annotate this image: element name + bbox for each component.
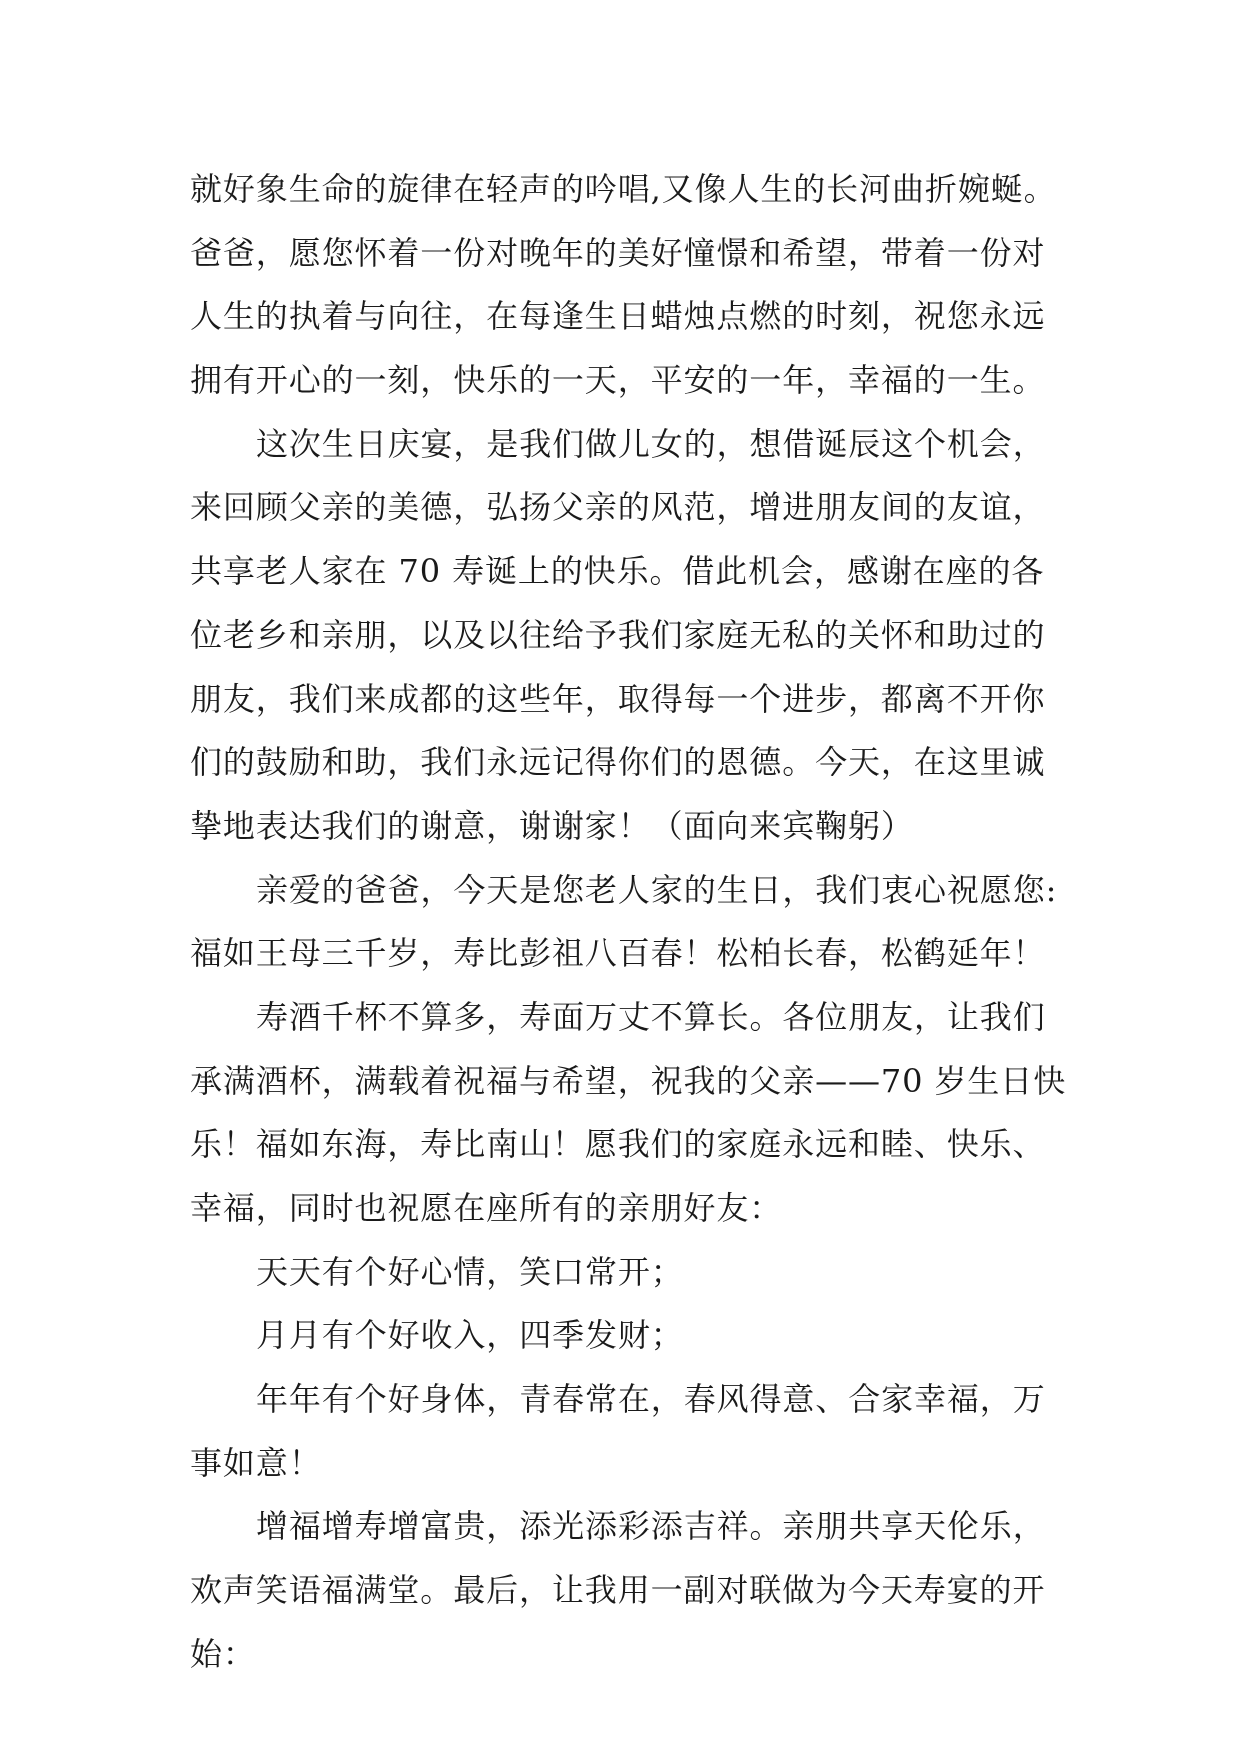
text-line: 们的鼓励和助，我们永远记得你们的恩德。今天，在这里诚 (190, 743, 1046, 782)
text-line: 来回顾父亲的美德，弘扬父亲的风范，增进朋友间的友谊， (190, 488, 1046, 527)
text-line: 事如意！ (190, 1443, 322, 1482)
text-line: 人生的执着与向往，在每逢生日蜡烛点燃的时刻，祝您永远 (190, 297, 1046, 336)
paragraph-first-line: 寿酒千杯不算多，寿面万丈不算长。各位朋友，让我们 (256, 997, 1046, 1036)
text-line: 福如王母三千岁，寿比彭祖八百春！松柏长春，松鹤延年！ (190, 934, 1046, 973)
text-line: 朋友，我们来成都的这些年，取得每一个进步，都离不开你 (190, 679, 1046, 718)
text-line: 爸爸，愿您怀着一份对晚年的美好憧憬和希望，带着一份对 (190, 233, 1046, 272)
document-body (190, 158, 1090, 1687)
text-line: 幸福，同时也祝愿在座所有的亲朋好友： (190, 1189, 783, 1227)
text-line: 挚地表达我们的谢意，谢谢家！（面向来宾鞠躬） (190, 806, 914, 845)
text-line: 就好象生命的旋律在轻声的吟唱,又像人生的长河曲折婉蜒。 (190, 170, 1057, 208)
text-line: 位老乡和亲朋，以及以往给予我们家庭无私的关怀和助过的 (190, 615, 1046, 654)
paragraph-first-line: 亲爱的爸爸，今天是您老人家的生日，我们衷心祝愿您: (256, 870, 1058, 909)
text-line: 始： (190, 1634, 256, 1673)
text-line: 拥有开心的一刻，快乐的一天，平安的一年，幸福的一生。 (190, 361, 1046, 400)
paragraph-first-line: 这次生日庆宴，是我们做儿女的，想借诞辰这个机会， (256, 424, 1046, 463)
text-line: 乐！福如东海，寿比南山！愿我们的家庭永远和睦、快乐、 (190, 1125, 1046, 1164)
text-line: 承满酒杯，满载着祝福与希望，祝我的父亲——70 岁生日快 (190, 1061, 1067, 1100)
paragraph-first-line: 年年有个好身体，青春常在，春风得意、合家幸福，万 (256, 1380, 1046, 1419)
paragraph-first-line: 月月有个好收入，四季发财； (256, 1316, 684, 1355)
text-line: 欢声笑语福满堂。最后，让我用一副对联做为今天寿宴的开 (190, 1571, 1046, 1610)
paragraph-first-line: 天天有个好心情，笑口常开； (256, 1252, 684, 1291)
paragraph-first-line: 增福增寿增富贵，添光添彩添吉祥。亲朋共享天伦乐， (256, 1507, 1046, 1546)
text-line: 共享老人家在 70 寿诞上的快乐。借此机会，感谢在座的各 (190, 552, 1045, 591)
